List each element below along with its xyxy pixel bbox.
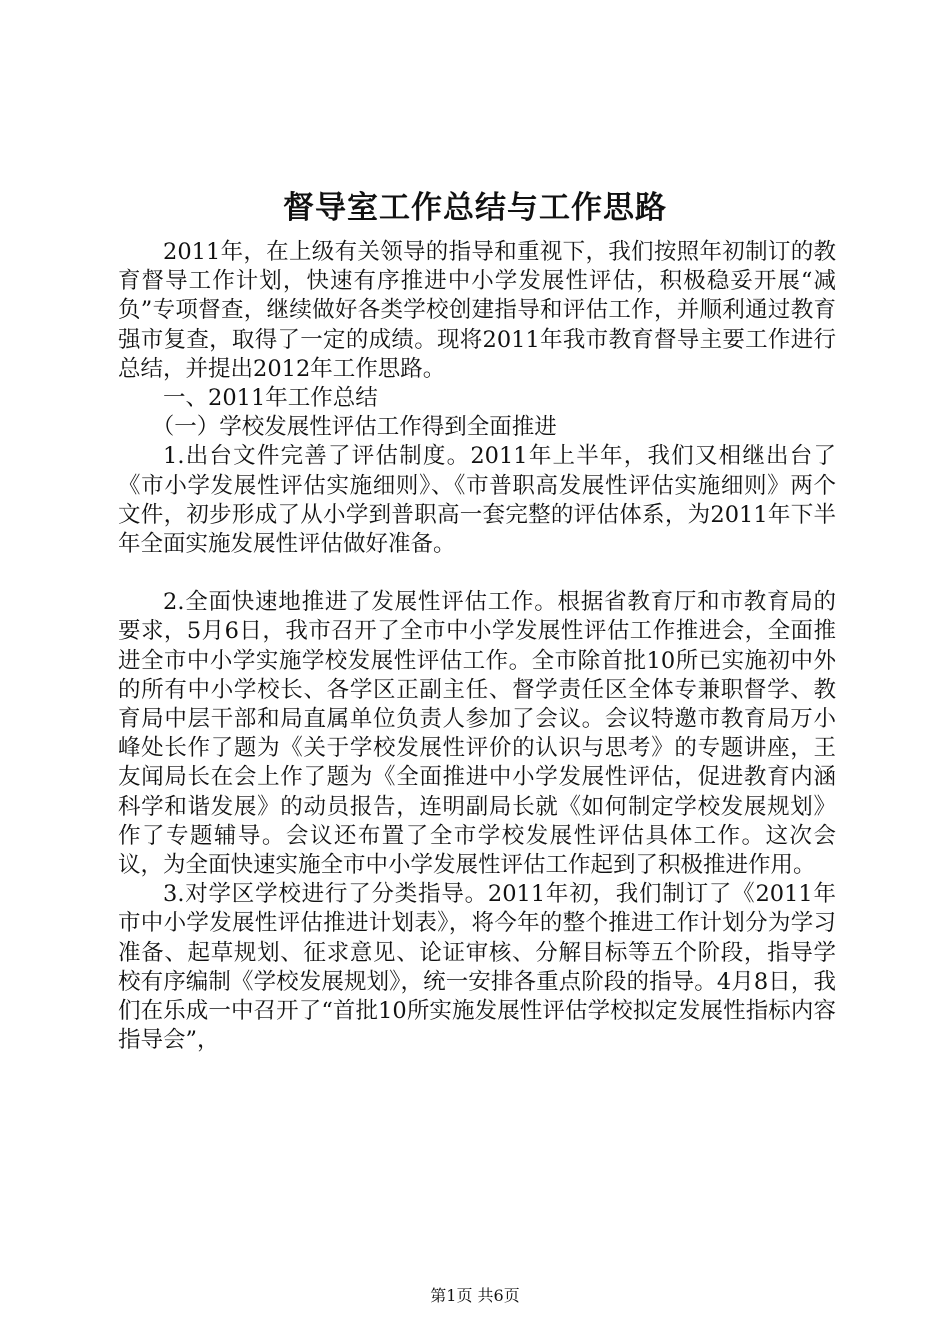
document-title: 督导室工作总结与工作思路: [283, 190, 667, 226]
paragraph-item-2: 2.全面快速地推进了发展性评估工作。根据省教育厅和市教育局的要求，5月6日，我市召开了全市中小学发展性评估工作推进会，全面推进全市中小学实施学校发展性评估工作。全市除首批10所已实施初中外的所有中小学校长、各学区正副主任、督学责任区全体专兼职督学、教育局中层干部和局直属单位负责人参加了会议。会议特邀市教育局万小峰处长作了题为《关于学校发展性评价的认识与思考》的专题讲座，王友闻局长在会上作了题为《全面推进中小学发展性评估，促进教育内涵科学和谐发展》的动员报告，连明副局长就《如何制定学校发展规划》作了专题辅导。会议还布置了全市学校发展性评估具体工作。这次会议，为全面快速实施全市中小学发展性评估工作起到了积极推进作用。: [118, 589, 836, 879]
paragraph-intro: 2011年，在上级有关领导的指导和重视下，我们按照年初制订的教育督导工作计划，快速有序推进中小学发展性评估，积极稳妥开展“减负”专项督查，继续做好各类学校创建指导和评估工作，并顺利通过教育强市复查，取得了一定的成绩。现将2011年我市教育督导主要工作进行总结，并提出2012年工作思路。: [118, 239, 836, 382]
page-footer: 第1页 共6页: [430, 1286, 520, 1305]
document-body: [118, 238, 836, 1055]
paragraph-item-3: 3.对学区学校进行了分类指导。2011年初，我们制订了《2011年市中小学发展性评估推进计划表》，将今年的整个推进工作计划分为学习准备、起草规划、征求意见、论证审核、分解目标等五个阶段，指导学校有序编制《学校发展规划》，统一安排各重点阶段的指导。4月8日，我们在乐成一中召开了“首批10所实施发展性评估学校拟定发展性指标内容指导会”，: [118, 881, 836, 1054]
subsection-heading-1: （一）学校发展性评估工作得到全面推进: [151, 414, 557, 441]
section-heading-1: 一、2011年工作总结: [163, 385, 378, 412]
paragraph-item-1: 1.出台文件完善了评估制度。2011年上半年，我们又相继出台了《市小学发展性评估实施细则》、《市普职高发展性评估实施细则》两个文件，初步形成了从小学到普职高一套完整的评估体系，为2011年下半年全面实施发展性评估做好准备。: [118, 443, 836, 558]
